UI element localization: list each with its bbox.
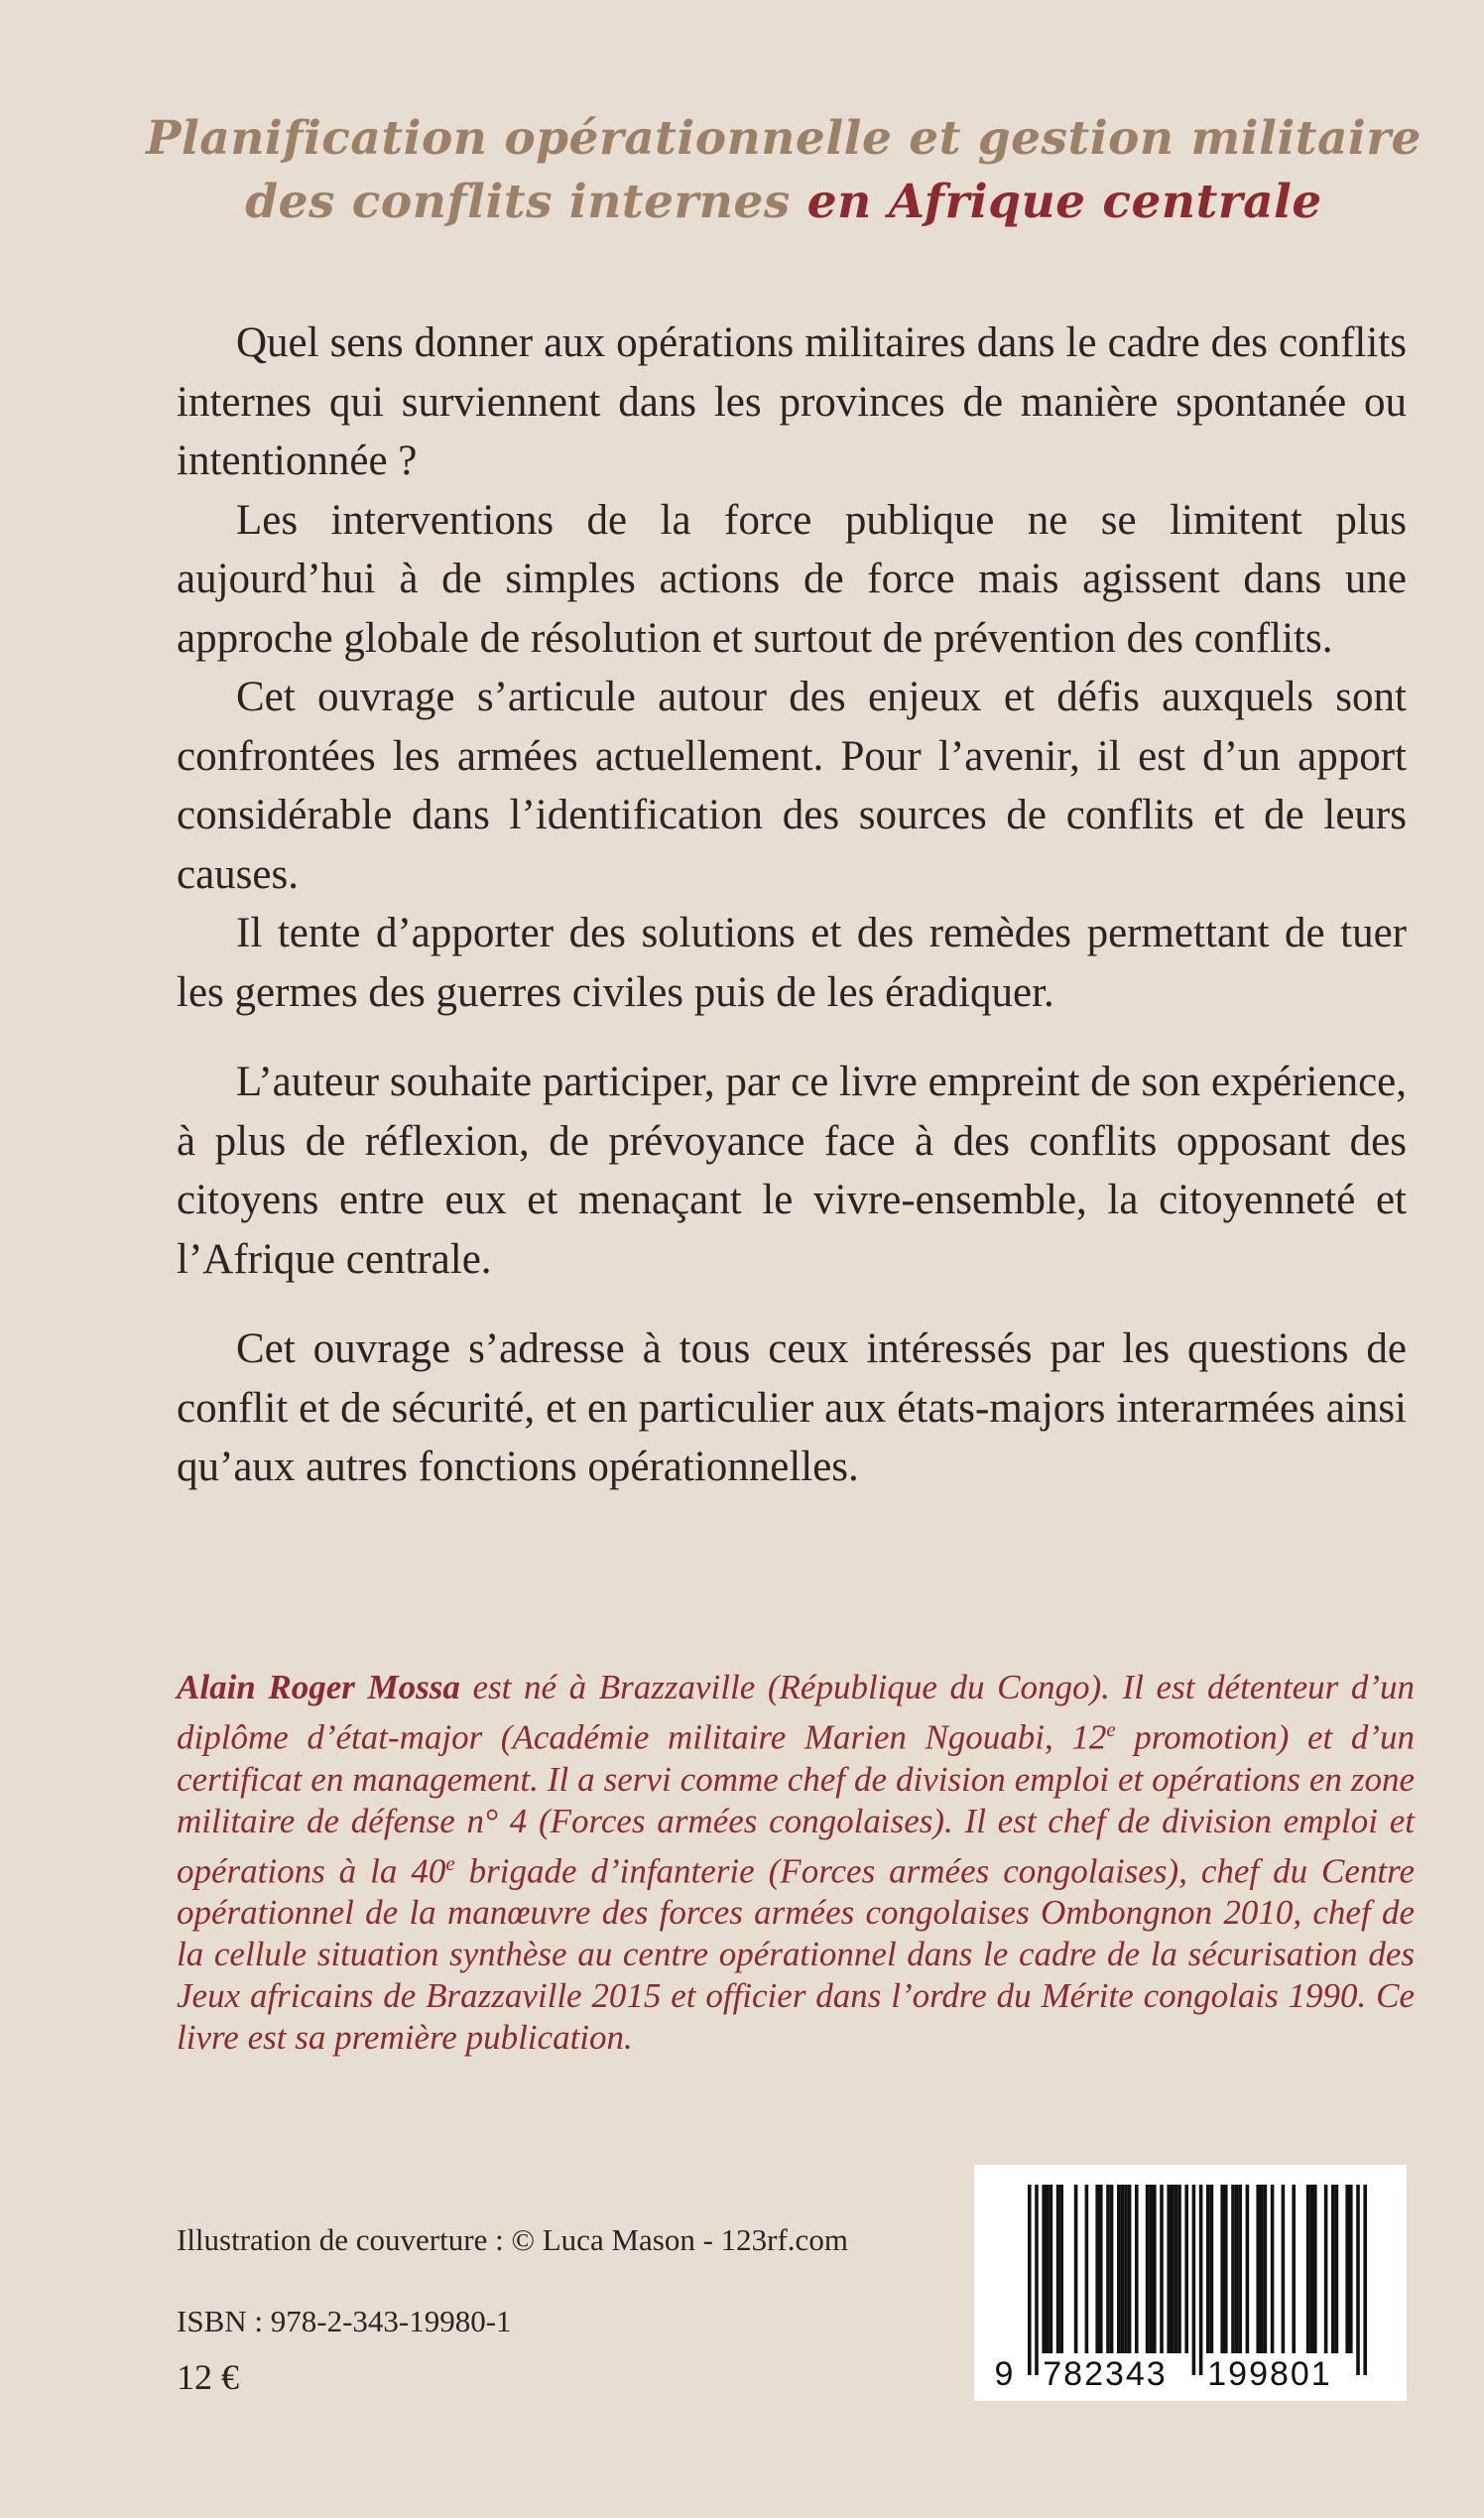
barcode-bar	[1128, 2185, 1132, 2353]
summary-paragraph: Quel sens donner aux opérations militaires dans le cadre des conflits internes qui surviennent dans les provinces de manière spontanée ou intentionnée ?	[177, 319, 1407, 484]
barcode-bar	[1306, 2185, 1310, 2353]
barcode-bar	[1235, 2185, 1239, 2353]
barcode-digits-left: 782343	[1043, 2355, 1168, 2393]
barcode-bar	[1085, 2185, 1089, 2353]
barcode-guard-bar	[1363, 2185, 1367, 2375]
barcode-guard-bar	[1199, 2185, 1203, 2375]
bio-text: promotion) et d’un certificat en management. Il a servi comme chef de division emploi et opérations en zone militaire de défense n° 4 (Forces armées congolaises). Il est chef de division emploi et opérations à la 40	[177, 1717, 1415, 1891]
barcode-bar	[1271, 2185, 1275, 2353]
barcode-bar	[1146, 2185, 1150, 2353]
barcode-bar	[1135, 2185, 1139, 2353]
barcode-graphic	[974, 2165, 1407, 2401]
barcode-guard-bar	[1356, 2185, 1360, 2375]
barcode-bar	[1177, 2185, 1181, 2353]
barcode-bar	[1106, 2185, 1110, 2353]
barcode-bar	[1292, 2185, 1296, 2353]
barcode-bar	[1246, 2185, 1250, 2353]
barcode-bar	[1059, 2185, 1063, 2353]
barcode-bar	[1282, 2185, 1286, 2353]
summary-paragraph: Les interventions de la force publique ne se limitent plus aujourd’hui à de simples actions de force mais agissent dans une approche globale de résolution et surtout de prévention des conflits.	[177, 496, 1407, 662]
summary-paragraph: Cet ouvrage s’adresse à tous ceux intéressés par les questions de conflit et de sécurité, et en particulier aux états-majors interarmées ainsi qu’aux autres fonctions opérationnelles.	[177, 1325, 1407, 1490]
barcode-bar	[1331, 2185, 1335, 2353]
barcode-bar	[1184, 2185, 1188, 2353]
barcode-bar	[1074, 2185, 1078, 2353]
barcode-bar	[1260, 2185, 1264, 2353]
price: 12 €	[177, 2357, 239, 2397]
barcode-guard-bar	[1028, 2185, 1032, 2375]
barcode-bar	[1042, 2185, 1046, 2353]
barcode-bar	[1167, 2185, 1171, 2353]
barcode-bar	[1345, 2185, 1349, 2353]
bio-superscript: e	[445, 1850, 455, 1875]
barcode-bar	[1256, 2185, 1260, 2353]
barcode-bar	[1206, 2185, 1210, 2353]
barcode-bar	[1264, 2185, 1268, 2353]
bio-superscript: e	[1106, 1717, 1116, 1741]
barcode-bar	[1050, 2185, 1053, 2353]
barcode-guard-bar	[1035, 2185, 1039, 2375]
barcode-bar	[1335, 2185, 1339, 2353]
barcode-bar	[1124, 2185, 1128, 2353]
barcode-bar	[1238, 2185, 1242, 2353]
barcode-bar	[1210, 2185, 1214, 2353]
barcode-bar	[1224, 2185, 1228, 2353]
isbn: ISBN : 978-2-343-19980-1	[177, 2304, 512, 2338]
barcode-digits-right: 199801	[1207, 2355, 1332, 2393]
barcode-bar	[1160, 2185, 1164, 2353]
bio-text: est né à Brazzaville (République du Congo). Il est détenteur d’un diplôme d’état-major (Académie militaire Marien Ngouabi, 12	[177, 1668, 1415, 1757]
barcode-bar	[1117, 2185, 1121, 2353]
barcode-bar	[1110, 2185, 1114, 2353]
book-title	[99, 107, 1468, 234]
barcode-bar	[1095, 2185, 1099, 2353]
barcode-bar	[1099, 2185, 1103, 2353]
barcode-bar	[1056, 2185, 1060, 2353]
barcode-bar	[1324, 2185, 1328, 2353]
barcode-bar	[1313, 2185, 1317, 2353]
author-biography	[177, 1667, 1415, 2059]
summary-paragraph: Il tente d’apporter des solutions et des remèdes permettant de tuer les germes des guerres civiles puis de les éradiquer.	[177, 910, 1407, 1016]
author-name: Alain Roger Mossa	[177, 1668, 460, 1706]
barcode-bar	[1309, 2185, 1313, 2353]
title-part-3: en Afrique centrale	[806, 175, 1322, 229]
barcode-bar	[1153, 2185, 1157, 2353]
barcode-bar	[1171, 2185, 1175, 2353]
barcode-bars	[1028, 2185, 1367, 2375]
barcode	[974, 2165, 1407, 2401]
cover-credit: Illustration de couverture : © Luca Mason - 123rf.com	[177, 2222, 848, 2257]
barcode-digit-first: 9	[994, 2355, 1014, 2393]
barcode-guard-bar	[1192, 2185, 1196, 2375]
title-part-2: des conflits internes	[245, 175, 791, 229]
summary-paragraph: Cet ouvrage s’articule autour des enjeux et défis auxquels sont confrontées les armées actuellement. Pour l’avenir, il est d’un apport considérable dans l’identification des sources de conflits et de leurs causes.	[177, 674, 1407, 898]
barcode-bar	[1175, 2185, 1178, 2353]
title-part-1: Planification opérationnelle et gestion militaire	[146, 111, 1422, 166]
barcode-bar	[1149, 2185, 1153, 2353]
summary-paragraph: L’auteur souhaite participer, par ce livre empreint de son expérience, à plus de réflexion, de prévoyance face à des conflits opposant des citoyens entre eux et menaçant le vivre-ensemble, la citoyenneté et l’Afrique centrale.	[177, 1059, 1407, 1283]
back-cover-summary	[177, 314, 1407, 1497]
barcode-bar	[1121, 2185, 1125, 2353]
barcode-bar	[1220, 2185, 1224, 2353]
bio-text: brigade d’infanterie (Forces armées congolaises), chef du Centre opérationnel de la manœuvre des forces armées congolaises Ombongnon 2010, chef de la cellule situation synthèse au centre opérationnel dans le cadre de la sécurisation des Jeux africains de Brazzaville 2015 et officier dans l’ordre du Mérite congolais 1990. Ce livre est sa première publication.	[177, 1851, 1415, 2058]
barcode-bar	[1231, 2185, 1235, 2353]
barcode-bar	[1349, 2185, 1353, 2353]
barcode-bar	[1046, 2185, 1050, 2353]
